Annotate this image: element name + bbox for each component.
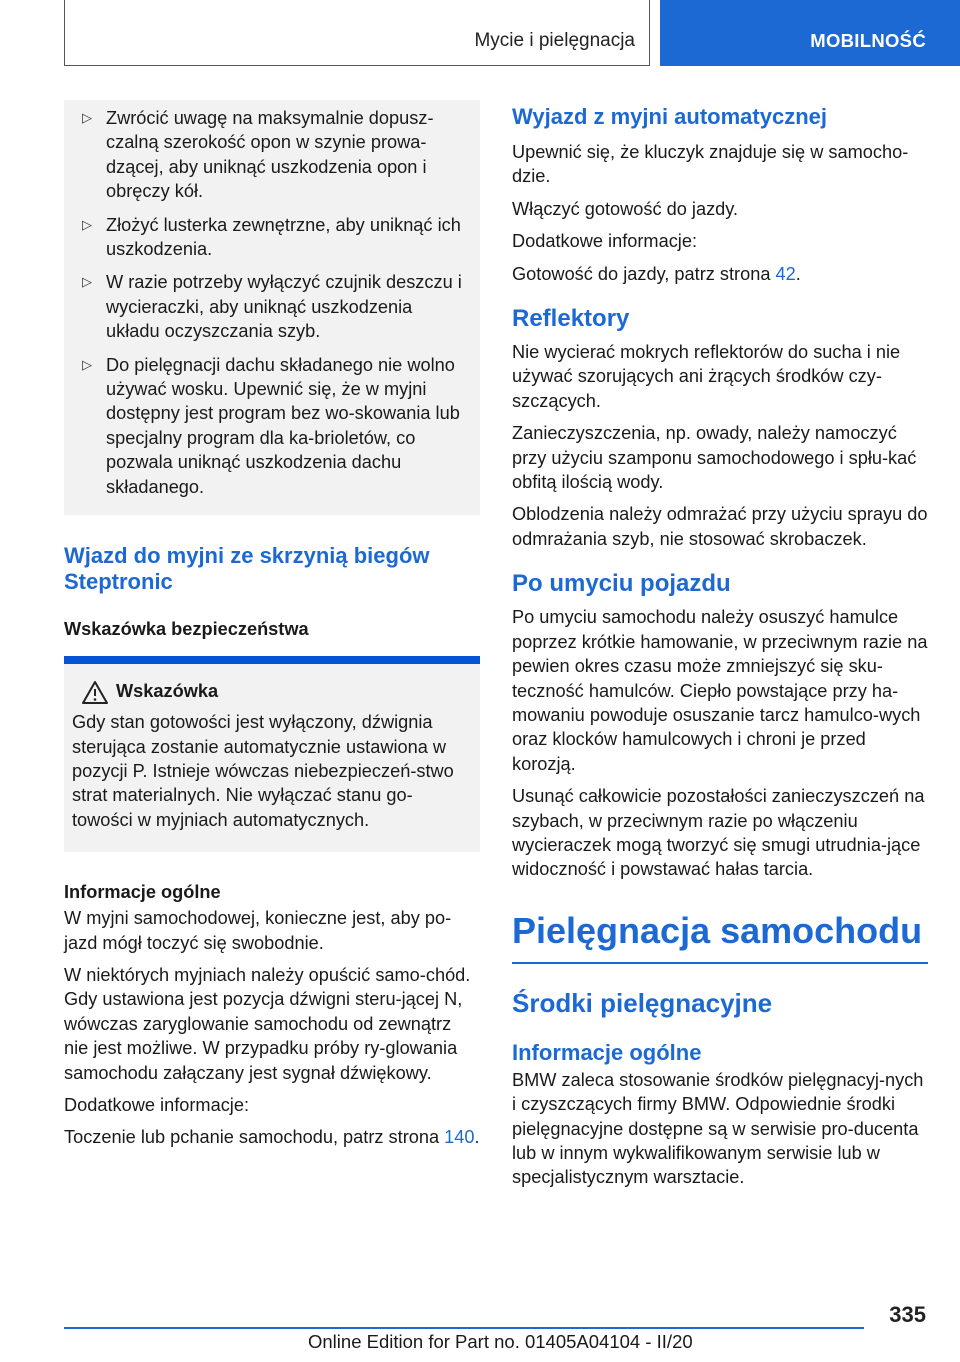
cross-reference: [64, 1125, 480, 1149]
list-item-text: Zwrócić uwagę na maksymalnie dopusz-czalną szerokość opon w szynie prowa-dzącej, aby uniknąć uszkodzenia opon i obręczy kół.: [106, 108, 434, 202]
section-title-box: [64, 0, 650, 66]
list-item: [78, 353, 466, 499]
chapter-heading-car-care: Pielęgnacja samochodu: [512, 909, 923, 951]
paragraph: Po umyciu samochodu należy osuszyć hamulce poprzez krótkie hamowanie, w przeciwnym razie na pewien okres czasu może zmniejszyć się sku-teczność hamulców. Ciepło powstające przy ha-mowaniu powoduje osuszanie tarcz hamulco-wych oraz klocków hamulcowych i chroni je przed korozją.: [512, 607, 928, 774]
section-heading-care-products: Środki pielęgnacyjne: [512, 987, 773, 1018]
paragraph: Usunąć całkowicie pozostałości zanieczyszczeń na szybach, w przeciwnym razie po włączeniu wycieraczek mogą tworzyć się smugi utrudnia-jące widoczność i powstawać hałas tarcia.: [512, 786, 925, 880]
list-item: [78, 213, 466, 262]
paragraph: Włączyć gotowość do jazdy.: [512, 198, 739, 219]
cross-reference: [512, 262, 928, 286]
paragraph: Upewnić się, że kluczyk znajduje się w samocho-dzie.: [512, 142, 909, 187]
list-item-text: W razie potrzeby wyłączyć czujnik deszczu i wycieraczki, aby uniknąć uszkodzenia układu oczyszczania szyb.: [106, 272, 462, 342]
notice-bar: [64, 656, 480, 664]
left-column: [64, 100, 480, 1158]
warning-notice: [64, 664, 480, 852]
reference-end: .: [474, 1127, 480, 1148]
more-info-label: Dodatkowe informacje:: [512, 231, 697, 252]
chapter-tab[interactable]: [660, 0, 960, 66]
triangle-bullet-icon: ▷: [82, 274, 92, 290]
page-link[interactable]: 42: [775, 263, 796, 284]
paragraph: Oblodzenia należy odmrażać przy użyciu sprayu do odmrażania szyb, nie stosować skrobaczek.: [512, 504, 928, 549]
triangle-bullet-icon: ▷: [82, 110, 92, 125]
notice-header: [72, 680, 468, 706]
more-info-label: Dodatkowe informacje:: [64, 1094, 249, 1115]
list-item: [78, 106, 466, 204]
section-title: Mycie i pielęgnacja: [474, 30, 635, 51]
section-heading-headlights: Reflektory: [512, 305, 630, 333]
reference-text: Gotowość do jazdy, patrz strona: [512, 263, 771, 284]
section-heading-exit: Wyjazd z myjni automatycznej: [512, 104, 828, 129]
paragraph: W niektórych myjniach należy opuścić samo-chód. Gdy ustawiona jest pozycja dźwigni steru-jącej N, wówczas zaryglowanie samochodu od zewnątrz nie jest możliwe. W przypadku próby ry-glowania samochodu załączany jest sygnał dźwiękowy.: [64, 964, 471, 1083]
paragraph: Zanieczyszczenia, np. owady, należy namoczyć przy użyciu szamponu samochodowego i spłu-kać obfitą ilością wody.: [512, 423, 917, 493]
general-info-heading: Informacje ogólne: [64, 882, 221, 903]
paragraph: BMW zaleca stosowanie środków pielęgnacyj-nych i czyszczących firmy BMW. Odpowiednie środki pielęgnacyjne dostępne są w serwisie pro-ducenta lub w innym wykwalifikowanym serwisie lub w specjalistycznym warsztacie.: [512, 1069, 924, 1188]
triangle-bullet-icon: ▷: [82, 216, 92, 232]
footer-rule: [64, 1327, 864, 1329]
notice-title: Wskazówka: [116, 681, 219, 702]
list-item-text: Złożyć lusterka zewnętrzne, aby uniknąć ich uszkodzenia.: [106, 214, 461, 260]
warning-icon: [81, 680, 109, 705]
section-heading-after-wash: Po umyciu pojazdu: [512, 570, 731, 598]
heading-rule: [512, 962, 928, 964]
safety-label: Wskazówka bezpieczeństwa: [64, 619, 309, 640]
chapter-title: MOBILNOŚĆ: [810, 30, 926, 51]
triangle-bullet-icon: ▷: [82, 356, 92, 372]
footer-text: [308, 1331, 693, 1353]
page-header: [0, 0, 960, 66]
list-item: [78, 270, 466, 343]
paragraph: W myjni samochodowej, konieczne jest, aby po-jazd mógł toczyć się swobodnie.: [64, 908, 452, 953]
paragraph: Nie wycierać mokrych reflektorów do sucha i nie używać szorujących ani żrących środków czy-szczących.: [512, 342, 901, 411]
right-column: [512, 100, 928, 1198]
reference-text: Toczenie lub pchanie samochodu, patrz strona: [64, 1127, 440, 1148]
notice-text: Gdy stan gotowości jest wyłączony, dźwignia sterująca zostanie automatycznie ustawiona w pozycji P. Istnieje wówczas niebezpieczeń-stwo strat materialnych. Nie wyłączać stanu go-towości w myjniach automatycznych.: [72, 712, 454, 830]
list-item-text: Do pielęgnacji dachu składanego nie wolno używać wosku. Upewnić się, że w myjni dostępny jest program bez wo-skowania lub specjalny program dla ka-brioletów, co pozwala uniknąć uszkodzenia dachu składanego.: [106, 354, 460, 497]
reference-end: .: [795, 263, 801, 284]
general-info-heading: Informacje ogólne: [512, 1039, 702, 1065]
bullet-panel: [64, 100, 480, 515]
section-heading-steptronic: Wjazd do myjni ze skrzynią biegów Steptronic: [64, 543, 430, 595]
page-link[interactable]: 140: [444, 1127, 475, 1148]
edition-label: Online Edition for Part no. 01405A04104 - II/20: [308, 1331, 693, 1352]
page-number: 335: [889, 1302, 926, 1327]
